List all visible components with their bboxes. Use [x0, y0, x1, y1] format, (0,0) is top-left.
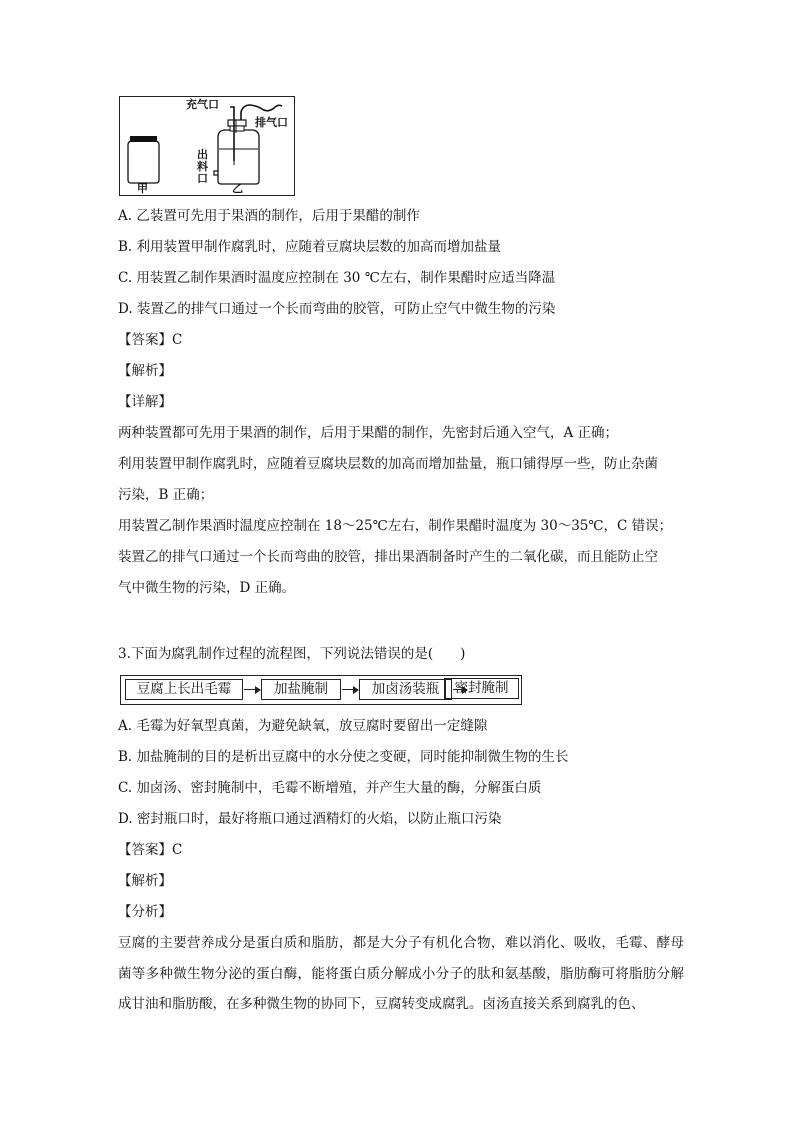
q2-option-a: A. 乙装置可先用于果酒的制作，后用于果醋的制作 — [118, 208, 420, 224]
jar-a-icon — [128, 136, 159, 183]
inlet-label: 充气口 — [186, 98, 219, 111]
q2-option-d: D. 装置乙的排气口通过一个长而弯曲的胶管，可防止空气中微生物的污染 — [118, 301, 556, 317]
q3-option-b: B. 加盐腌制的目的是析出豆腐中的水分使之变硬，同时能抑制微生物的生长 — [118, 749, 569, 765]
q2-detail-line: 污染，B 正确； — [118, 487, 214, 503]
q2-detail-heading: 【详解】 — [118, 394, 172, 410]
q2-option-c: C. 用装置乙制作果酒时温度应控制在 30 ℃左右，制作果醋时应适当降温 — [118, 270, 556, 286]
flow-step-mold-growth: 豆腐上长出毛霉 — [125, 679, 243, 700]
q2-detail-line: 装置乙的排气口通过一个长而弯曲的胶管，排出果酒制备时产生的二氧化碳，而且能防止空 — [118, 549, 658, 565]
q3-stem: 3.下面为腐乳制作过程的流程图，下列说法错误的是( ) — [118, 646, 466, 662]
q3-analysis-heading: 【解析】 — [118, 873, 172, 889]
jar-a-label: 甲 — [137, 182, 148, 195]
q3-option-c: C. 加卤汤、密封腌制中，毛霉不断增殖，并产生大量的酶，分解蛋白质 — [118, 780, 542, 796]
q3-option-a: A. 毛霉为好氧型真菌，为避免缺氧，放豆腐时要留出一定缝隙 — [118, 718, 488, 734]
outlet-label-2: 料 — [197, 160, 208, 173]
flow-arrow-icon — [342, 689, 358, 690]
q2-detail-line: 两种装置都可先用于果酒的制作，后用于果醋的制作，先密封后通入空气，A 正确； — [118, 425, 619, 441]
q3-option-d: D. 密封瓶口时，最好将瓶口通过酒精灯的火焰，以防止瓶口污染 — [118, 811, 502, 827]
q2-answer: 【答案】C — [118, 332, 183, 348]
q3-fenxi-paragraph: 豆腐的主要营养成分是蛋白质和脂肪，都是大分子有机化合物，难以消化、吸收，毛霉、酵母菌等多种微生物分泌的蛋白酶，能将蛋白质分解成小分子的肽和氨基酸，脂肪酶可将脂肪分解成甘油和脂肪酸，在多种微生物的协同下，豆腐转变成腐乳。卤汤直接关系到腐乳的色、 — [118, 935, 684, 1012]
flow-step-salting: 加盐腌制 — [261, 679, 341, 700]
outlet-label-1: 出 — [197, 148, 208, 161]
flow-step-sealing: 密封腌制 — [444, 678, 519, 699]
q2-detail-line: 用装置乙制作果酒时温度应控制在 18～25℃左右，制作果醋时温度为 30～35℃，C 错误； — [118, 518, 673, 534]
flow-arrow-icon — [244, 689, 260, 690]
jar-b-label: 乙 — [232, 182, 243, 195]
exhaust-label: 排气口 — [255, 116, 288, 129]
outlet-label-3: 口 — [197, 172, 208, 185]
flow-step-brine: 加卤汤装瓶 — [359, 679, 452, 700]
q2-detail-line: 气中微生物的污染，D 正确。 — [118, 580, 296, 596]
apparatus-figure — [119, 96, 295, 196]
q2-detail-line: 利用装置甲制作腐乳时，应随着豆腐块层数的加高而增加盐量，瓶口铺得厚一些，防止杂菌 — [118, 456, 658, 472]
q2-analysis-heading: 【解析】 — [118, 363, 172, 379]
q3-fenxi-heading: 【分析】 — [118, 904, 172, 920]
q3-answer: 【答案】C — [118, 842, 183, 858]
q2-option-b: B. 利用装置甲制作腐乳时，应随着豆腐块层数的加高而增加盐量 — [118, 239, 502, 255]
